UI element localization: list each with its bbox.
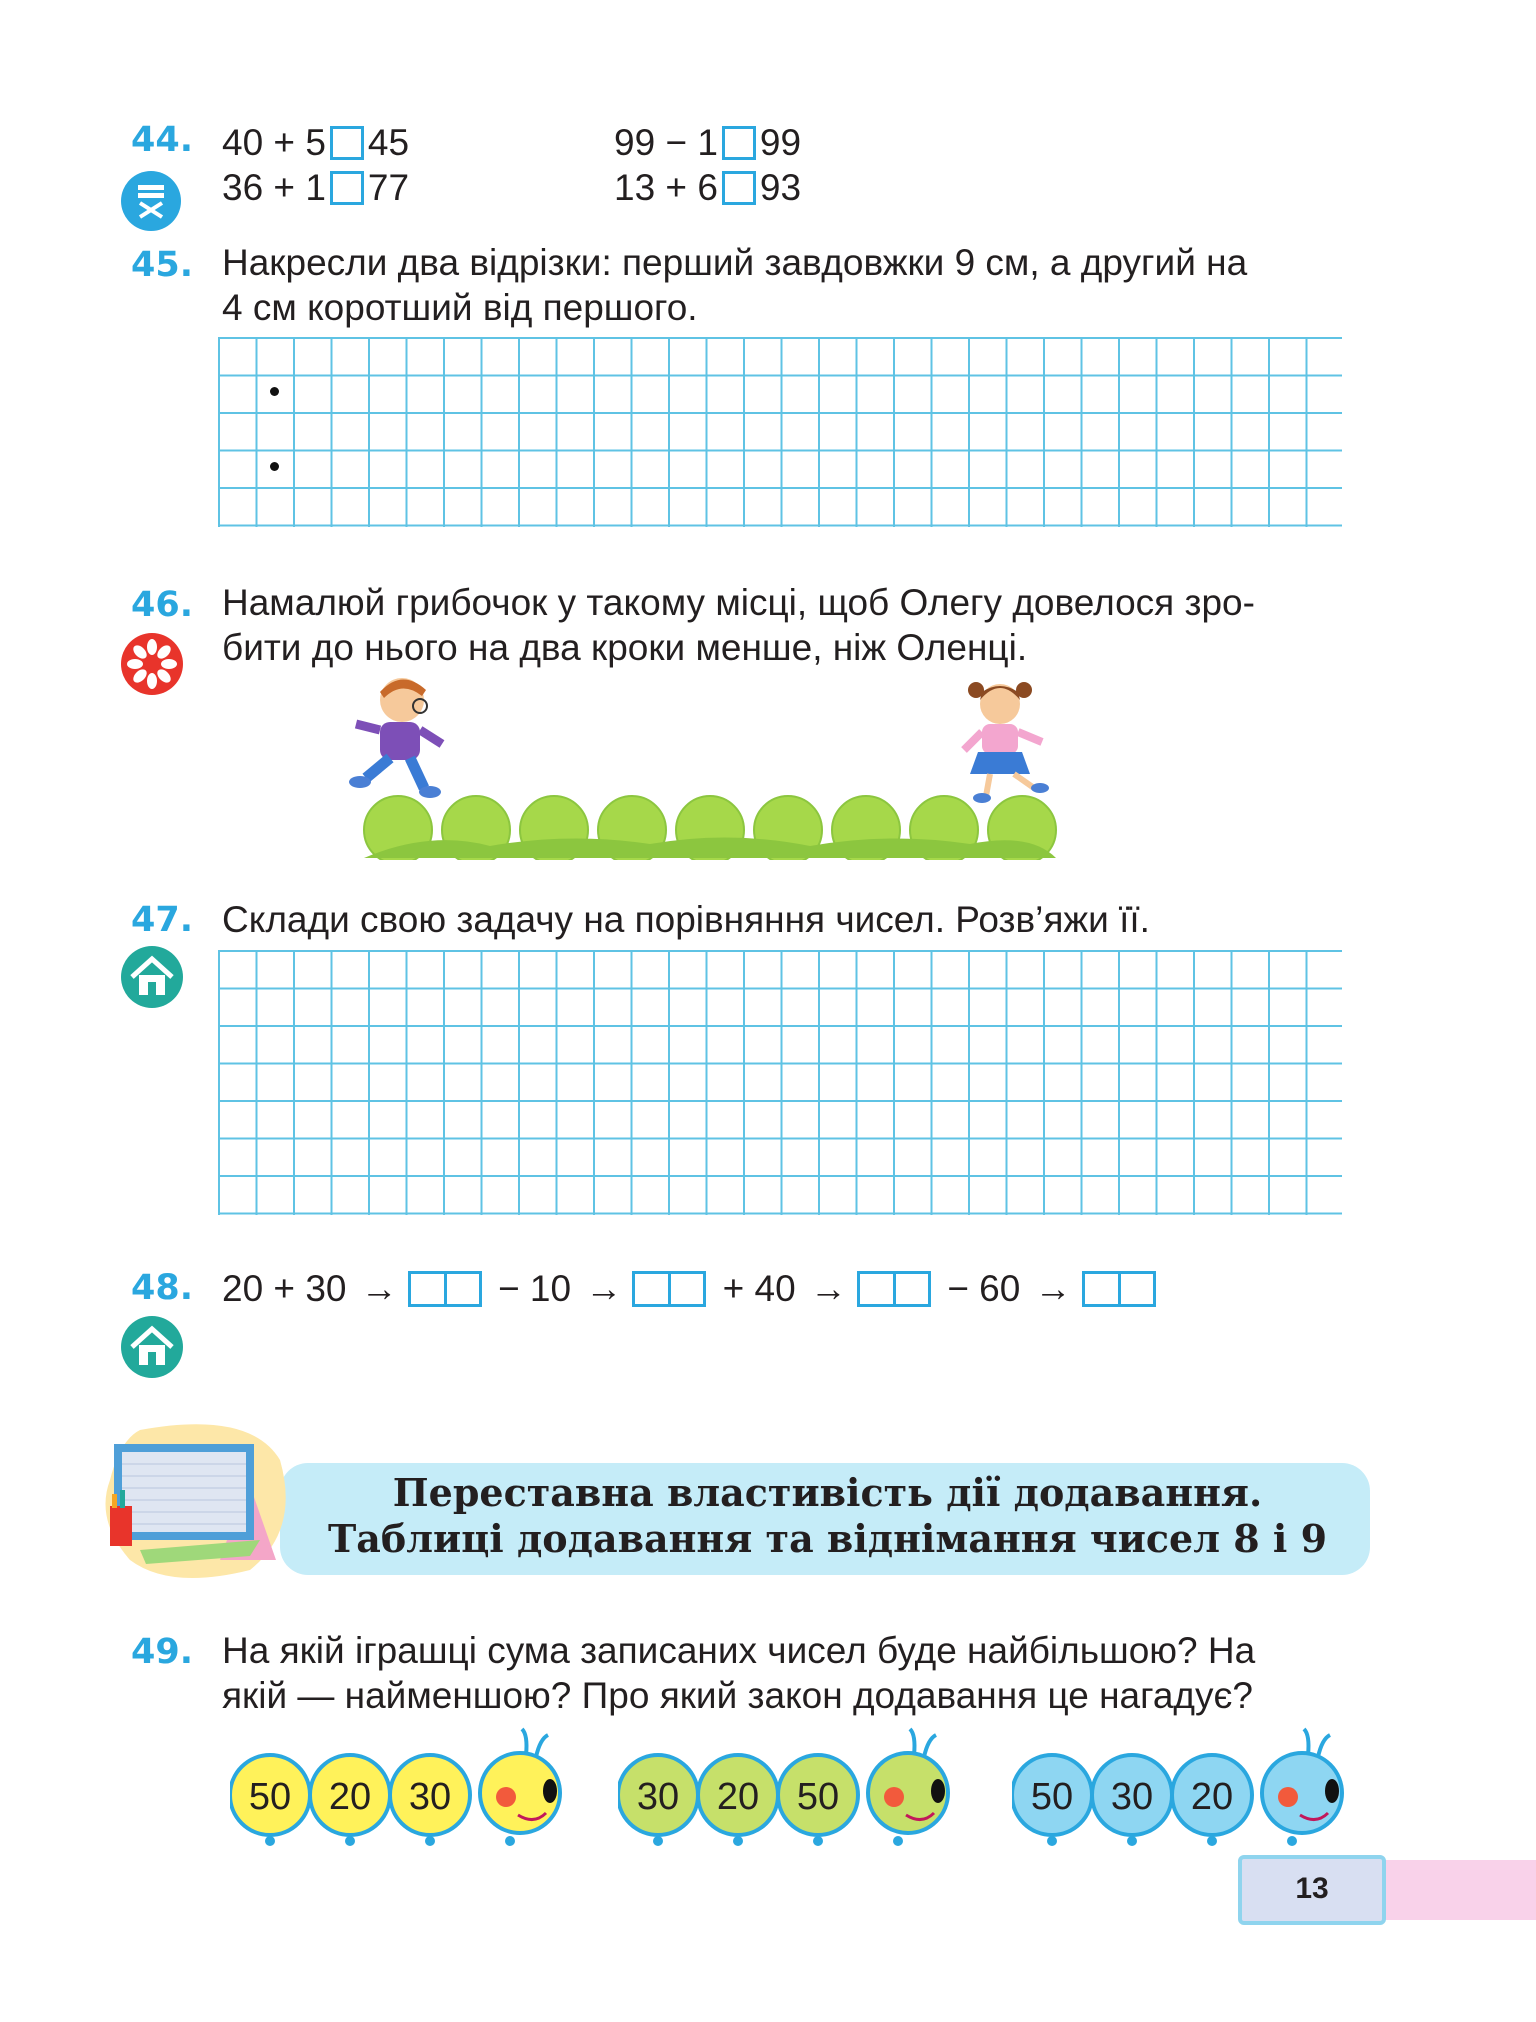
eye — [931, 1779, 945, 1803]
chain-operation: + 40 — [722, 1268, 796, 1309]
expression: 99 − 1 — [614, 122, 718, 163]
foot-dot — [345, 1836, 355, 1846]
segment-number: 30 — [1110, 1776, 1154, 1818]
board-tools-icon — [100, 1420, 300, 1585]
expression: 36 + 1 — [222, 167, 326, 208]
segment-number: 50 — [796, 1776, 840, 1818]
arrow-icon: → — [809, 1268, 847, 1309]
foot-dot — [505, 1836, 515, 1846]
ex48-chain — [222, 1266, 1162, 1311]
ex46-text-line-2: бити до нього на два кроки менше, ніж Оленці. — [222, 627, 1028, 668]
exercise-number: 44. — [131, 120, 194, 160]
segment-number: 50 — [248, 1776, 292, 1818]
ex47-text-line-1: Склади свою задачу на порівняння чисел. Розв’яжи її. — [222, 899, 1150, 940]
exercise-number: 48. — [131, 1268, 194, 1308]
home-icon — [120, 1315, 184, 1384]
ex47-grid[interactable] — [218, 950, 1342, 1215]
section-title-line-2: Таблиці додавання та віднімання чисел 8 і 9 — [327, 1516, 1328, 1561]
ex44-row-2-left — [222, 165, 409, 210]
compare-value: 93 — [759, 167, 802, 208]
segment-number: 20 — [1190, 1776, 1234, 1818]
exercise-number: 46. — [131, 585, 194, 625]
compare-value: 77 — [367, 167, 410, 208]
segment-number: 20 — [328, 1776, 372, 1818]
ex49-text-line-1: На якій іграшці сума записаних чисел буде найбільшою? На — [222, 1630, 1256, 1671]
point-dot — [270, 387, 279, 396]
ex44-row-2-right — [614, 165, 801, 210]
expression: 13 + 6 — [614, 167, 718, 208]
caterpillar-toy — [618, 1725, 978, 1855]
foot-dot — [733, 1836, 743, 1846]
arrow-icon: → — [585, 1268, 623, 1309]
foot-dot — [653, 1836, 663, 1846]
page-number: 13 — [1295, 1872, 1329, 1905]
section-title-line-1: Переставна властивість дії додавання. — [392, 1470, 1263, 1515]
ex46-text-line-1: Намалюй грибочок у такому місці, щоб Олегу довелося зро- — [222, 582, 1255, 623]
cheek — [1278, 1787, 1298, 1807]
foot-dot — [813, 1836, 823, 1846]
flower-icon — [120, 632, 184, 701]
answer-box[interactable] — [632, 1271, 706, 1307]
cheek — [884, 1787, 904, 1807]
segment-number: 50 — [1030, 1776, 1074, 1818]
segment-number: 30 — [636, 1776, 680, 1818]
ex45-text-line-1: Накресли два відрізки: перший завдовжки 9 см, а другий на — [222, 242, 1248, 283]
ex45-text-line-2: 4 см коротший від першого. — [222, 287, 698, 328]
ex44-row-1-left — [222, 120, 409, 165]
answer-box[interactable] — [1082, 1271, 1156, 1307]
exercise-number: 47. — [131, 900, 194, 940]
point-dot — [270, 462, 279, 471]
compare-icon — [120, 170, 182, 237]
answer-box[interactable] — [857, 1271, 931, 1307]
ex44-row-1-right — [614, 120, 801, 165]
foot-dot — [1047, 1836, 1057, 1846]
ex45-grid[interactable] — [218, 337, 1342, 527]
expression: 40 + 5 — [222, 122, 326, 163]
caterpillar-toy — [1012, 1725, 1372, 1855]
arrow-icon: → — [360, 1268, 398, 1309]
antenna — [536, 1735, 548, 1757]
foot-dot — [425, 1836, 435, 1846]
compare-value: 99 — [759, 122, 802, 163]
home-icon — [120, 945, 184, 1014]
segment-number: 30 — [408, 1776, 452, 1818]
chain-operation: − 10 — [498, 1268, 572, 1309]
foot-dot — [1127, 1836, 1137, 1846]
page-number-strip — [1386, 1860, 1536, 1920]
foot-dot — [1287, 1836, 1297, 1846]
foot-dot — [265, 1836, 275, 1846]
answer-box[interactable] — [330, 126, 364, 160]
arrow-icon: → — [1034, 1268, 1072, 1309]
steps-illustration — [330, 670, 1090, 865]
ex49-text-line-2: якій — найменшою? Про який закон додавання це нагадує? — [222, 1675, 1253, 1716]
girl-figure — [964, 682, 1049, 803]
eye — [543, 1779, 557, 1803]
answer-box[interactable] — [722, 171, 756, 205]
exercise-number: 49. — [131, 1632, 194, 1672]
cheek — [496, 1787, 516, 1807]
caterpillar-toys — [0, 1725, 1536, 1855]
compare-value: 45 — [367, 122, 410, 163]
segment-number: 20 — [716, 1776, 760, 1818]
eye — [1325, 1779, 1339, 1803]
exercise-number: 45. — [131, 245, 194, 285]
answer-box[interactable] — [722, 126, 756, 160]
answer-box[interactable] — [330, 171, 364, 205]
caterpillar-toy — [230, 1725, 590, 1855]
boy-figure — [349, 678, 442, 798]
antenna — [1318, 1735, 1330, 1757]
chain-operation: − 60 — [947, 1268, 1021, 1309]
antenna — [924, 1735, 936, 1757]
chain-start: 20 + 30 — [222, 1268, 347, 1309]
answer-box[interactable] — [408, 1271, 482, 1307]
foot-dot — [893, 1836, 903, 1846]
foot-dot — [1207, 1836, 1217, 1846]
